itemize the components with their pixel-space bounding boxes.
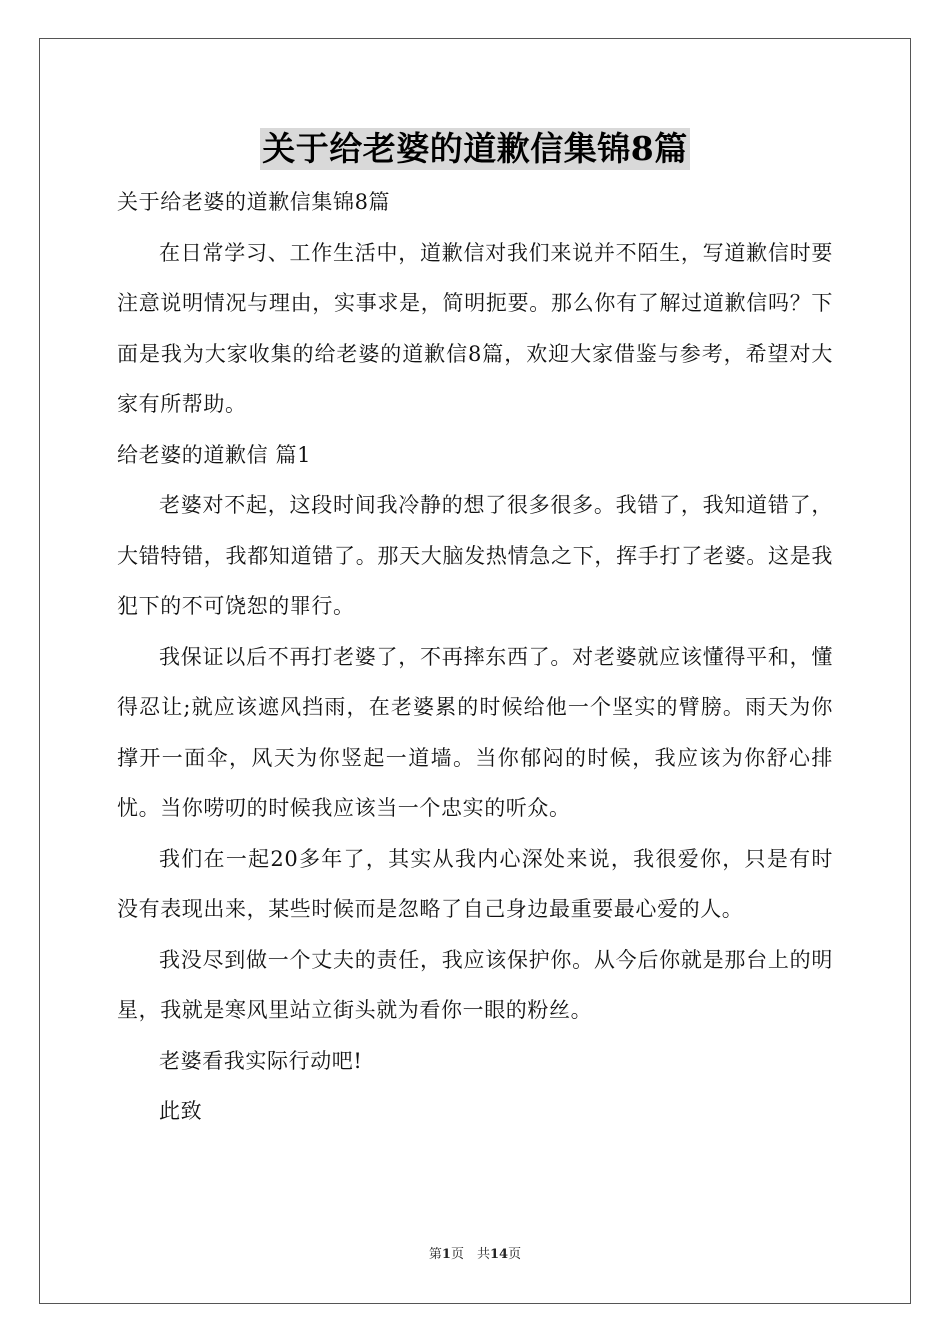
footer-current-page: 1 (441, 1247, 451, 1262)
title-container (0, 128, 950, 170)
body-paragraph-5: 老婆看我实际行动吧! (159, 1048, 363, 1073)
document-body (117, 177, 833, 1137)
page-footer (0, 1246, 950, 1264)
section-heading: 给老婆的道歉信 篇1 (117, 442, 312, 467)
closing-salutation: 此致 (159, 1099, 203, 1123)
document-subtitle: 关于给老婆的道歉信集锦8篇 (117, 190, 391, 214)
document-title: 关于给老婆的道歉信集锦8篇 (262, 129, 688, 168)
footer-page-prefix: 第 (428, 1247, 442, 1262)
footer-page-suffix: 页 (508, 1247, 522, 1262)
intro-paragraph: 在日常学习、工作生活中，道歉信对我们来说并不陌生，写道歉信时要注意说明情况与理由，实事求是，简明扼要。那么你有了解过道歉信吗？下面是我为大家收集的给老婆的道歉信8篇，欢迎大家借鉴与参考，希望对大家有所帮助。 (117, 240, 833, 416)
footer-page-mid: 页 共 (450, 1247, 490, 1262)
body-paragraph-1: 老婆对不起，这段时间我冷静的想了很多很多。我错了，我知道错了，大错特错，我都知道错了。那天大脑发热情急之下，挥手打了老婆。这是我犯下的不可饶恕的罪行。 (117, 493, 833, 618)
body-paragraph-2: 我保证以后不再打老婆了，不再摔东西了。对老婆就应该懂得平和，懂得忍让;就应该遮风挡雨，在老婆累的时候给他一个坚实的臂膀。雨天为你撑开一面伞，风天为你竖起一道墙。当你郁闷的时候，我应该为你舒心排忧。当你唠叨的时候我应该当一个忠实的听众。 (117, 644, 833, 820)
body-paragraph-3: 我们在一起20多年了，其实从我内心深处来说，我很爱你，只是有时没有表现出来，某些时候而是忽略了自己身边最重要最心爱的人。 (117, 846, 833, 921)
footer-total-pages: 14 (489, 1247, 509, 1262)
body-paragraph-4: 我没尽到做一个丈夫的责任，我应该保护你。从今后你就是那台上的明星，我就是寒风里站立街头就为看你一眼的粉丝。 (117, 947, 833, 1022)
